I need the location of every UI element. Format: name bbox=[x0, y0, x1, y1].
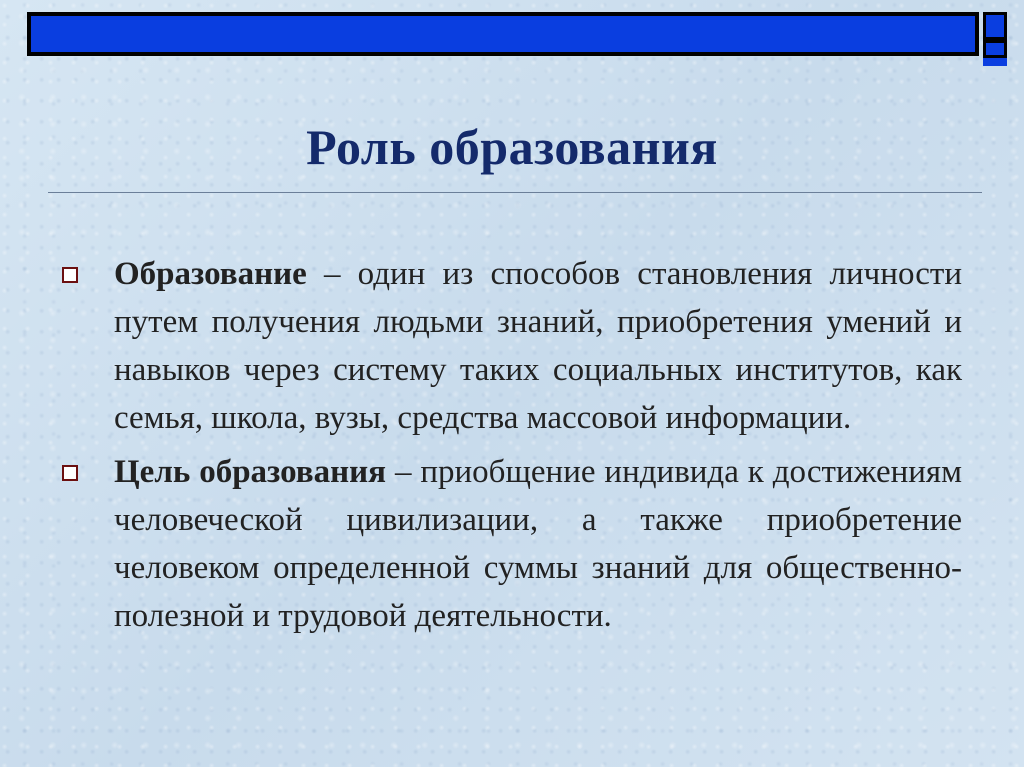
corner-square-middle bbox=[983, 40, 1007, 58]
bullet-text: – один из способов становления личности путем получения людьми знаний, приобретения умений и навыков через систему таких социальных институтов, как семья, школа, вузы, средства массовой информации. bbox=[114, 256, 962, 436]
bullet-term: Цель образования bbox=[114, 454, 387, 490]
corner-square-top bbox=[983, 12, 1007, 40]
corner-square-bottom bbox=[983, 58, 1007, 66]
bullet-item-education-goal bbox=[62, 448, 962, 640]
square-bullet-icon bbox=[62, 267, 78, 283]
slide-title: Роль образования bbox=[306, 119, 718, 175]
top-decorative-bar bbox=[27, 12, 979, 56]
bullet-item-education bbox=[62, 250, 962, 442]
bullet-list bbox=[62, 250, 962, 646]
bullet-text: – приобщение индивида к достижениям человеческой цивилизации, а также приобретение человеком определенной суммы знаний для общественно-полезной и трудовой деятельности. bbox=[114, 454, 962, 634]
square-bullet-icon bbox=[62, 465, 78, 481]
bullet-term: Образование bbox=[114, 256, 307, 292]
top-bar-fill bbox=[31, 16, 975, 52]
title-divider bbox=[48, 192, 982, 193]
